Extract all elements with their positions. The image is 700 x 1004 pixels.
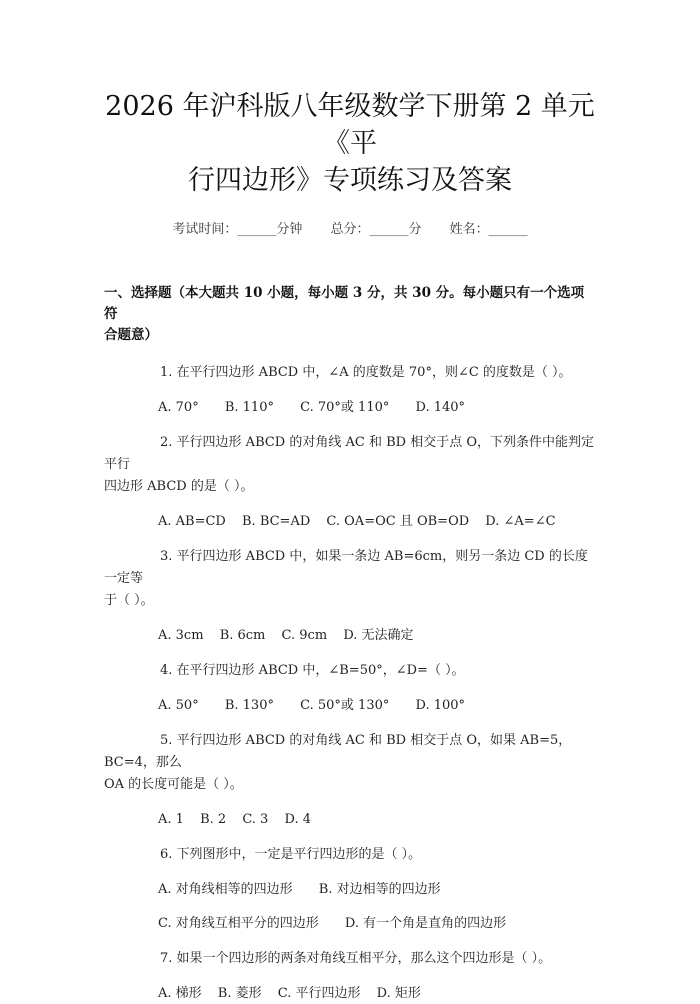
- question-text-line-2: 于（ ）。: [104, 593, 154, 608]
- question-1-options: [104, 398, 596, 418]
- question-7-options: [104, 984, 596, 1004]
- exam-meta: [104, 221, 596, 239]
- option-d: D. 100°: [415, 698, 466, 713]
- option-c: C. 50°或 130°: [300, 698, 390, 713]
- option-d: D. 4: [284, 812, 311, 827]
- question-number: 6.: [160, 847, 173, 862]
- question-2: [104, 432, 596, 498]
- title-line-1: 2026 年沪科版八年级数学下册第 2 单元《平: [105, 91, 595, 159]
- option-c: C. 70°或 110°: [300, 400, 390, 415]
- option-b: B. BC=AD: [242, 514, 311, 529]
- option-c: C. 9cm: [281, 628, 328, 643]
- option-d: D. 无法确定: [343, 628, 414, 643]
- option-a: A. 70°: [158, 400, 199, 415]
- question-2-options: [104, 512, 596, 532]
- option-c: C. 平行四边形: [277, 986, 361, 1001]
- question-text-line-1: 平行四边形 ABCD 中，如果一条边 AB=6cm，则另一条边 CD 的长度一定等: [104, 549, 588, 586]
- question-3: [104, 546, 596, 612]
- question-5: [104, 730, 596, 796]
- question-4-options: [104, 696, 596, 716]
- option-c: C. 对角线互相平分的四边形: [158, 916, 319, 931]
- option-d: D. 有一个角是直角的四边形: [344, 916, 507, 931]
- question-7: [104, 948, 596, 970]
- question-number: 2.: [160, 435, 173, 450]
- exam-total-score: 总分：______分: [330, 222, 422, 237]
- option-a: A. 对角线相等的四边形: [158, 882, 293, 897]
- question-text: 在平行四边形 ABCD 中，∠A 的度数是 70°，则∠C 的度数是（ ）。: [176, 365, 572, 380]
- option-b: B. 130°: [224, 698, 274, 713]
- option-b: B. 对边相等的四边形: [318, 882, 441, 897]
- option-d: D. 矩形: [376, 986, 421, 1001]
- question-text-line-1: 平行四边形 ABCD 的对角线 AC 和 BD 相交于点 O，下列条件中能判定平行: [104, 435, 594, 472]
- exam-name: 姓名：______: [449, 222, 528, 237]
- option-b: B. 6cm: [219, 628, 266, 643]
- question-text-line-2: 四边形 ABCD 的是（ ）。: [104, 479, 254, 494]
- option-a: A. 50°: [158, 698, 199, 713]
- question-number: 1.: [160, 365, 173, 380]
- question-3-options: [104, 626, 596, 646]
- question-5-options: [104, 810, 596, 830]
- question-text: 下列图形中，一定是平行四边形的是（ ）。: [176, 847, 422, 862]
- option-a: A. 梯形: [158, 986, 202, 1001]
- page-title: [104, 88, 596, 199]
- question-number: 7.: [160, 951, 173, 966]
- option-a: A. 1: [158, 812, 184, 827]
- option-a: A. 3cm: [158, 628, 204, 643]
- question-number: 5.: [160, 733, 173, 748]
- question-1: [104, 362, 596, 384]
- title-line-2: 行四边形》专项练习及答案: [188, 165, 512, 196]
- question-text-line-1: 平行四边形 ABCD 的对角线 AC 和 BD 相交于点 O，如果 AB=5，BC=4，那么: [104, 733, 572, 770]
- question-text: 如果一个四边形的两条对角线互相平分，那么这个四边形是（ ）。: [176, 951, 552, 966]
- question-4: [104, 660, 596, 682]
- option-a: A. AB=CD: [158, 514, 226, 529]
- option-c: C. 3: [242, 812, 269, 827]
- exam-time: 考试时间：______分钟: [172, 222, 303, 237]
- option-c: C. OA=OC 且 OB=OD: [326, 514, 470, 529]
- option-b: B. 2: [200, 812, 227, 827]
- section-heading-line-1: 一、选择题（本大题共 10 小题，每小题 3 分，共 30 分。每小题只有一个选项符: [104, 285, 585, 322]
- question-number: 4.: [160, 663, 173, 678]
- question-6: [104, 844, 596, 866]
- option-b: B. 110°: [224, 400, 274, 415]
- option-d: D. 140°: [415, 400, 466, 415]
- question-text-line-2: OA 的长度可能是（ ）。: [104, 777, 243, 792]
- question-number: 3.: [160, 549, 173, 564]
- section-heading: [104, 283, 596, 346]
- section-heading-line-2: 合题意）: [104, 327, 158, 343]
- option-b: B. 菱形: [217, 986, 262, 1001]
- question-6-options-row-1: [104, 880, 596, 900]
- question-text: 在平行四边形 ABCD 中，∠B=50°，∠D=（ ）。: [176, 663, 465, 678]
- question-6-options-row-2: [104, 914, 596, 934]
- option-d: D. ∠A=∠C: [485, 514, 556, 529]
